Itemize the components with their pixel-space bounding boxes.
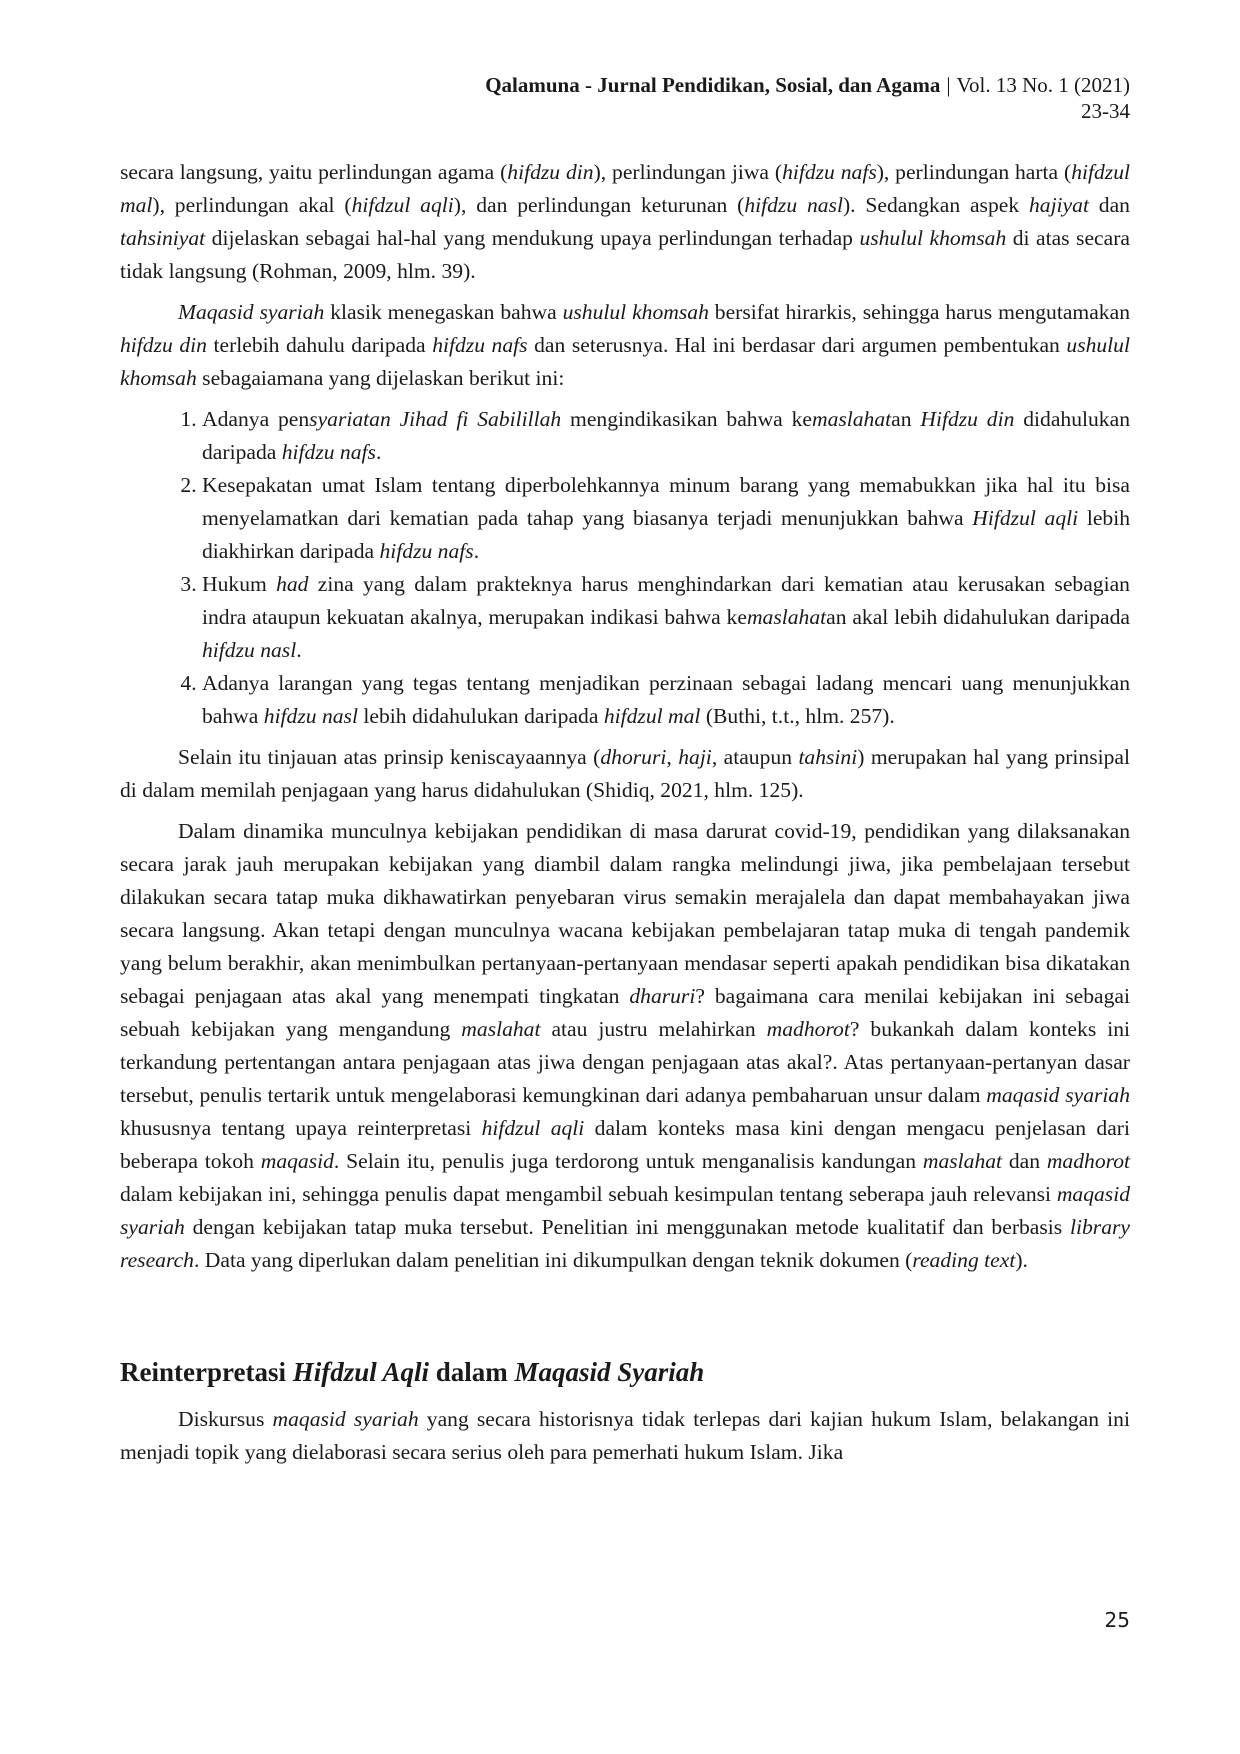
italic-term: hifdzul aqli <box>481 1116 585 1140</box>
argument-list <box>120 403 1130 733</box>
italic-term: Hifdzul Aqli <box>292 1357 429 1387</box>
italic-term: haji <box>678 745 712 769</box>
italic-term: hifdzu nasl <box>744 193 843 217</box>
italic-term: tahsini <box>798 745 858 769</box>
paragraph: Diskursus maqasid syariah yang secara historisnya tidak terlepas dari kajian hukum Islam, belakangan ini menjadi topik yang dielaborasi secara serius oleh para pemerhati hukum Islam. Jika <box>120 1407 1130 1464</box>
article-body <box>120 156 1130 1477</box>
italic-term: maslahat <box>461 1017 541 1041</box>
italic-term: Hifdzul aqli <box>972 506 1079 530</box>
journal-name: Qalamuna - Jurnal Pendidikan, Sosial, dan Agama <box>485 73 941 97</box>
italic-term: madhorot <box>766 1017 850 1041</box>
italic-term: hifdzul mal <box>603 704 701 728</box>
italic-term: ushulul khomsah <box>562 300 709 324</box>
paragraph: Maqasid syariah klasik menegaskan bahwa ushulul khomsah bersifat hirarkis, sehingga harus mengutamakan hifdzu din terlebih dahulu daripada hifdzu nafs dan seterusnya. Hal ini berdasar dari argumen pembentukan ushulul khomsah sebagaiamana yang dijelaskan berikut ini: <box>120 300 1130 390</box>
italic-term: hifdzu nasl <box>263 704 358 728</box>
italic-term: hifdzul aqli <box>351 193 454 217</box>
italic-term: hifdzu din <box>120 333 207 357</box>
paragraph: Selain itu tinjauan atas prinsip keniscayaannya (dhoruri, haji, ataupun tahsini) merupakan hal yang prinsipal di dalam memilah penjagaan yang harus didahulukan (Shidiq, 2021, hlm. 125). <box>120 745 1131 802</box>
italic-term: hifdzu nafs <box>281 440 376 464</box>
paragraph: secara langsung, yaitu perlindungan agama (hifdzu din), perlindungan jiwa (hifdzu nafs), perlindungan harta (hifdzul mal), perlindungan akal (hifdzul aqli), dan perlindungan keturunan (hifdzu nasl). Sedangkan aspek hajiyat dan tahsiniyat dijelaskan sebagai hal-hal yang mendukung upaya perlindungan terhadap ushulul khomsah di atas secara tidak langsung (Rohman, 2009, hlm. 39). <box>120 160 1130 283</box>
list-item: 4. Adanya larangan yang tegas tentang menjadikan perzinaan sebagai ladang mencari uang menunjukkan bahwa hifdzu nasl lebih didahulukan daripada hifdzul mal (Buthi, t.t., hlm. 257). <box>202 667 1130 733</box>
running-header <box>230 72 1130 124</box>
italic-term: hifdzu nafs <box>432 333 528 357</box>
italic-term: maqasid syariah <box>120 1182 1130 1239</box>
italic-term: maqasid syariah <box>986 1083 1130 1107</box>
italic-term: maslahat <box>922 1149 1003 1173</box>
list-item: 2. Kesepakatan umat Islam tentang diperbolehkannya minum barang yang memabukkan jika hal itu bisa menyelamatkan dari kematian pada tahap yang biasanya terjadi menunjukkan bahwa Hifdzul aqli lebih diakhirkan daripada hifdzu nafs. <box>202 469 1130 568</box>
italic-term: Maqasid Syariah <box>514 1357 705 1387</box>
italic-term: Maqasid syariah <box>178 300 325 324</box>
italic-term: hifdzu nafs <box>379 539 474 563</box>
italic-term: madhorot <box>1046 1149 1131 1173</box>
page-number: 25 <box>1104 1608 1130 1632</box>
italic-term: syariatan Jihad fi Sabilillah <box>309 407 562 431</box>
italic-term: ushulul khomsah <box>120 333 1130 390</box>
italic-term: hifdzu nafs <box>782 160 877 184</box>
page-range: 23-34 <box>1081 99 1130 123</box>
list-item: 3. Hukum had zina yang dalam prakteknya harus menghindarkan dari kematian atau kerusakan sebagian indra ataupun kekuatan akalnya, merupakan indikasi bahwa kemaslahatan akal lebih didahulukan daripada hifdzu nasl. <box>202 568 1130 667</box>
italic-term: hifdzul mal <box>120 160 1130 217</box>
italic-term: maslahat <box>811 407 892 431</box>
italic-term: had <box>276 572 309 596</box>
volume-info: Vol. 13 No. 1 (2021) <box>956 73 1130 97</box>
italic-term: dhoruri <box>600 745 667 769</box>
italic-term: maslahat <box>746 605 827 629</box>
italic-term: hifdzu nasl <box>202 638 297 662</box>
italic-term: dharuri <box>629 984 696 1008</box>
italic-term: ushulul khomsah <box>859 226 1007 250</box>
italic-term: hajiyat <box>1028 193 1089 217</box>
header-line-1 <box>230 72 1130 98</box>
section-heading: Reinterpretasi Hifdzul Aqli dalam Maqasid Syariah <box>120 1357 705 1387</box>
italic-term: library research <box>120 1215 1130 1272</box>
italic-term: hifdzu din <box>507 160 594 184</box>
italic-term: tahsiniyat <box>120 226 206 250</box>
paragraph: Dalam dinamika munculnya kebijakan pendidikan di masa darurat covid-19, pendidikan yang dilaksanakan secara jarak jauh merupakan kebijakan yang diambil dalam rangka melindungi jiwa, jika pembelajaan tersebut dilakukan secara tatap muka dikhawatirkan penyebaran virus semakin merajalela dan dapat membahayakan jiwa secara langsung. Akan tetapi dengan munculnya wacana kebijakan pembelajaran tatap muka di tengah pandemik yang belum berakhir, akan menimbulkan pertanyaan-pertanyaan mendasar seperti apakah pendidikan bisa dikatakan sebagai penjagaan atas akal yang menempati tingkatan dharuri? bagaimana cara menilai kebijakan ini sebagai sebuah kebijakan yang mengandung maslahat atau justru melahirkan madhorot? bukankah dalam konteks ini terkandung pertentangan antara penjagaan atas jiwa dengan penjagaan atas akal?. Atas pertanyaan-pertanyan dasar tersebut, penulis tertarik untuk mengelaborasi kemungkinan dari adanya pembaharuan unsur dalam maqasid syariah khususnya tentang upaya reinterpretasi hifdzul aqli dalam konteks masa kini dengan mengacu penjelasan dari beberapa tokoh maqasid. Selain itu, penulis juga terdorong untuk menganalisis kandungan maslahat dan madhorot dalam kebijakan ini, sehingga penulis dapat mengambil sebuah kesimpulan tentang seberapa jauh relevansi maqasid syariah dengan kebijakan tatap muka tersebut. Penelitian ini menggunakan metode kualitatif dan berbasis library research. Data yang diperlukan dalam penelitian ini dikumpulkan dengan teknik dokumen (reading text). <box>120 819 1131 1272</box>
list-item: 1. Adanya pensyariatan Jihad fi Sabilillah mengindikasikan bahwa kemaslahatan Hifdzu din didahulukan daripada hifdzu nafs. <box>202 403 1130 469</box>
italic-term: maqasid syariah <box>272 1407 419 1431</box>
italic-term: maqasid <box>260 1149 334 1173</box>
italic-term: reading text <box>912 1248 1016 1272</box>
header-separator: | <box>946 73 951 97</box>
italic-term: Hifdzu din <box>920 407 1015 431</box>
